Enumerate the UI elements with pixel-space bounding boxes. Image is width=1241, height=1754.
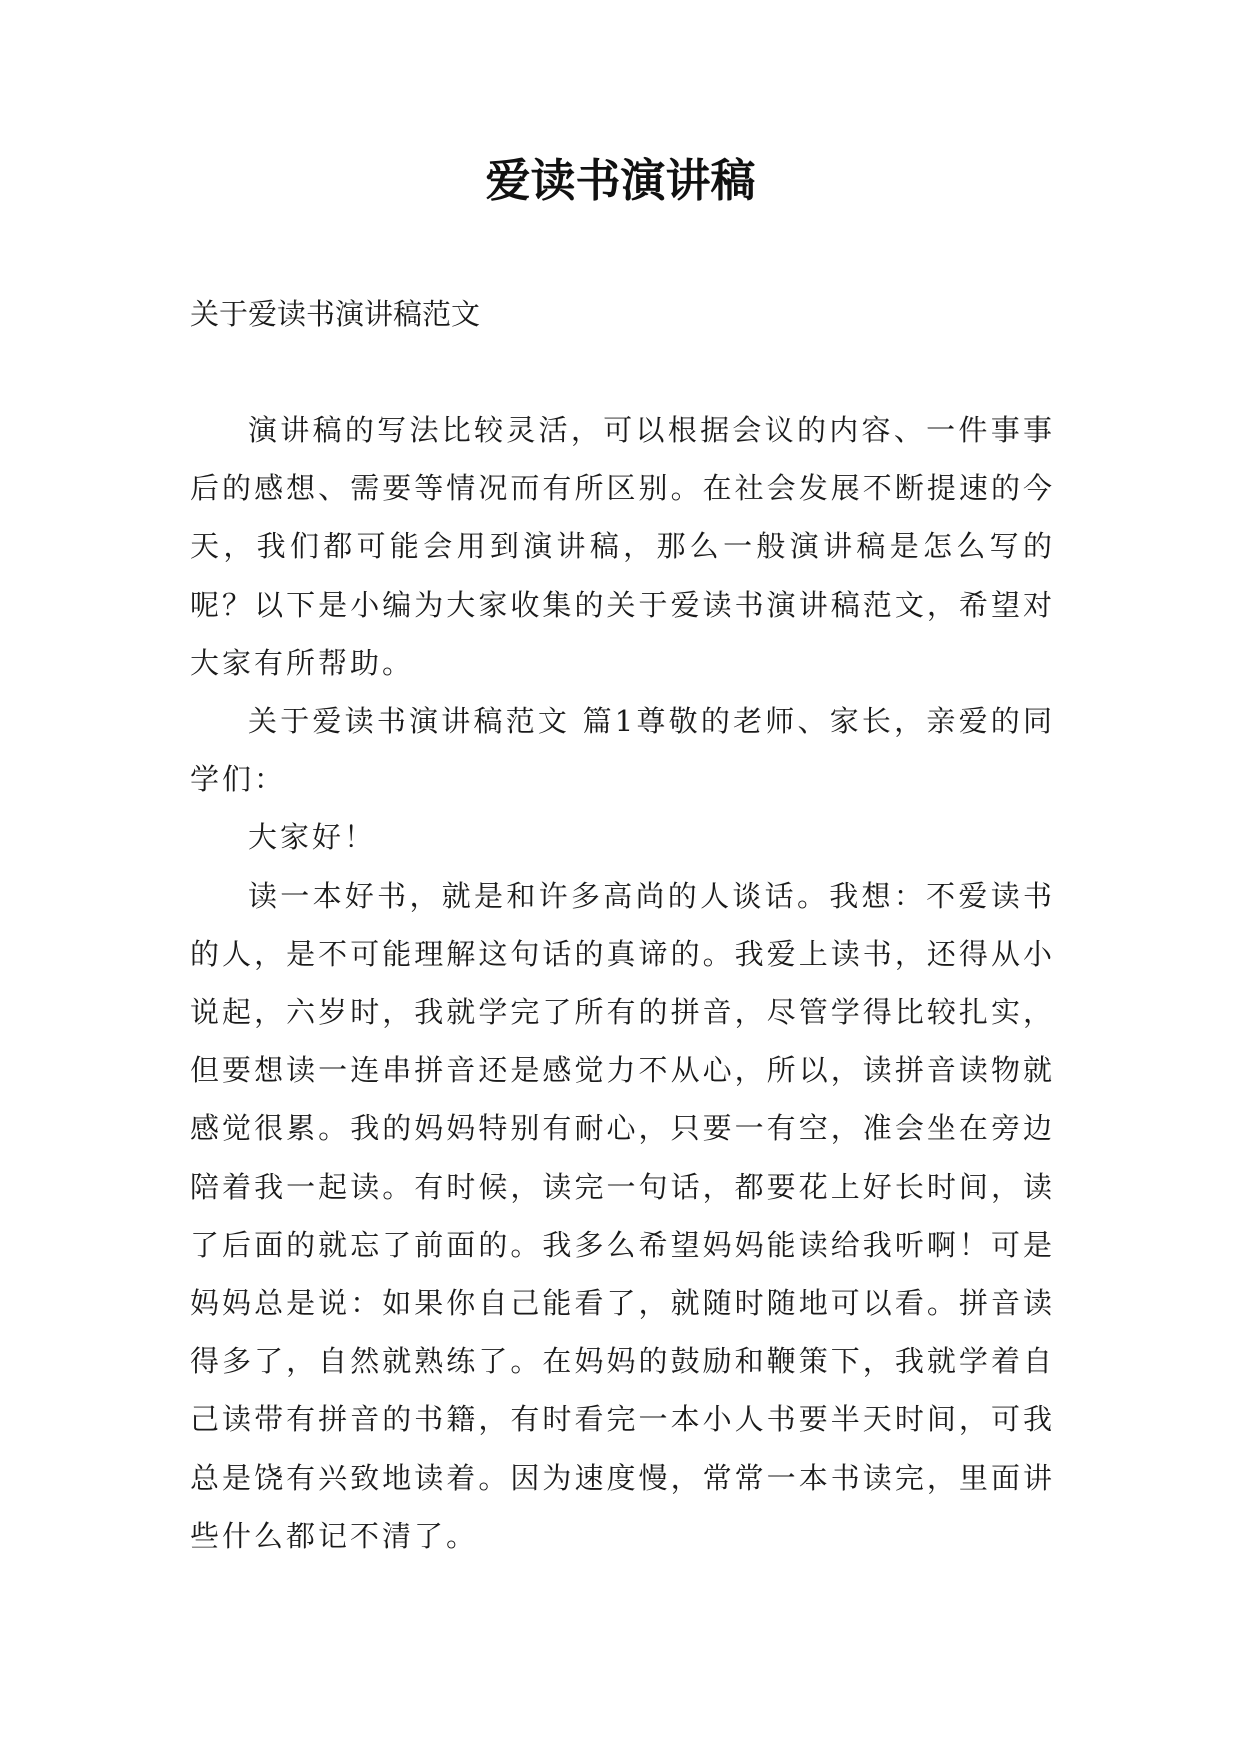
paragraph-greeting: 大家好！ — [248, 820, 377, 855]
document-title: 爱读书演讲稿 — [485, 154, 756, 207]
paragraph-section-heading: 关于爱读书演讲稿范文 篇1尊敬的老师、家长，亲爱的同学们： — [190, 704, 1055, 797]
paragraph-intro: 演讲稿的写法比较灵活，可以根据会议的内容、一件事事后的感想、需要等情况而有所区别。在社会发展不断提速的今天，我们都可能会用到演讲稿，那么一般演讲稿是怎么写的呢？以下是小编为大家收集的关于爱读书演讲稿范文，希望对大家有所帮助。 — [190, 413, 1055, 680]
document-body — [190, 401, 1055, 1565]
document-subtitle: 关于爱读书演讲稿范文 — [190, 297, 481, 331]
paragraph-main: 读一本好书，就是和许多高尚的人谈话。我想：不爱读书的人，是不可能理解这句话的真谛的。我爱上读书，还得从小说起，六岁时，我就学完了所有的拼音，尽管学得比较扎实，但要想读一连串拼音还是感觉力不从心，所以，读拼音读物就感觉很累。我的妈妈特别有耐心，只要一有空，准会坐在旁边陪着我一起读。有时候，读完一句话，都要花上好长时间，读了后面的就忘了前面的。我多么希望妈妈能读给我听啊！可是妈妈总是说：如果你自己能看了，就随时随地可以看。拼音读得多了，自然就熟练了。在妈妈的鼓励和鞭策下，我就学着自己读带有拼音的书籍，有时看完一本小人书要半天时间，可我总是饶有兴致地读着。因为速度慢，常常一本书读完，里面讲些什么都记不清了。 — [190, 878, 1055, 1553]
